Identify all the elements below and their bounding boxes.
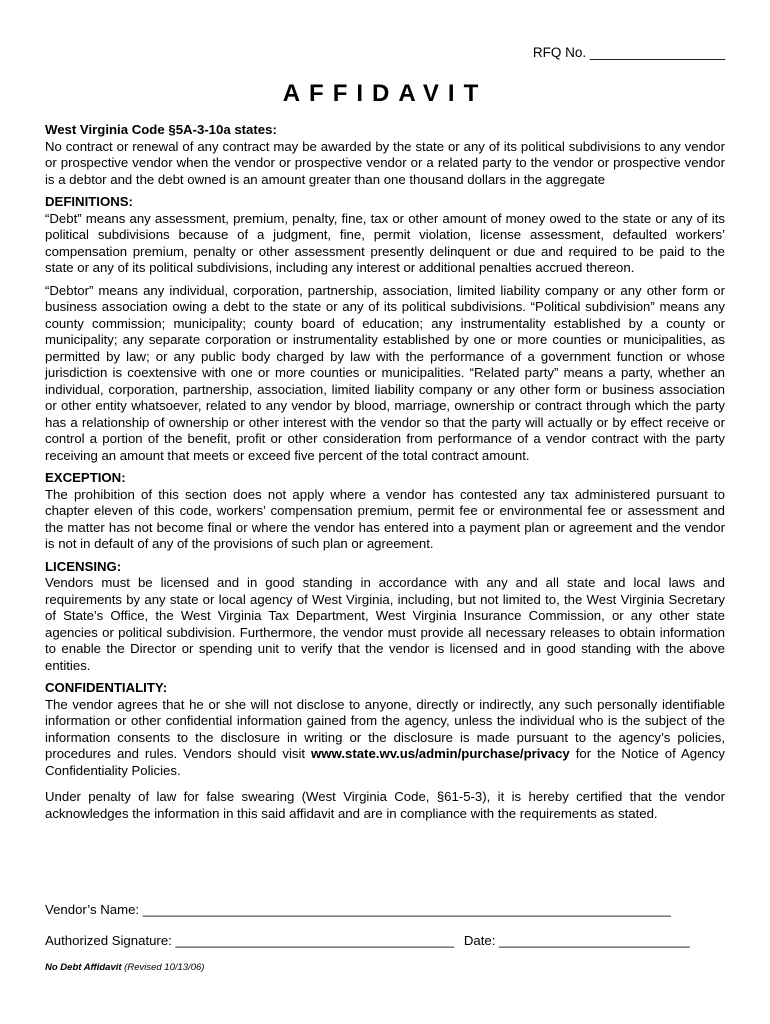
certification-text: Under penalty of law for false swearing (West Virginia Code, §61-5-3), it is hereby certified that the vendor acknowledges the information in this said affidavit and are in compliance with the requirements as stated.	[45, 789, 725, 821]
exception-section	[45, 470, 725, 553]
confidentiality-text	[45, 697, 725, 780]
form-name: No Debt Affidavit	[45, 962, 122, 973]
revision-date: (Revised 10/13/06)	[121, 962, 205, 973]
confidentiality-text-before: The vendor agrees that he or she will not disclose to anyone, directly or indirectly, any such personally identifiable information or other confidential information gained from the agency, unless the individual who is the subject of the information consents to the disclosure in writing or the disclosure is made pursuant to the agency’s policies, procedures and rules. Vendors should visit	[45, 696, 725, 761]
definitions-section	[45, 194, 725, 464]
confidentiality-heading: CONFIDENTIALITY:	[45, 680, 168, 695]
intro-section	[45, 122, 725, 188]
document-body	[45, 122, 725, 822]
exception-text: The prohibition of this section does not apply where a vendor has contested any tax administered pursuant to chapter eleven of this code, workers’ compensation premium, permit fee or environmental fee or assessment and the matter has not become final or where the vendor has entered into a payment plan or agreement and the vendor is not in default of any of the provisions of such plan or agreement.	[45, 486, 725, 551]
vendor-name-field[interactable]: Vendor’s Name: ________________________________________________________________________	[45, 902, 671, 917]
licensing-text: Vendors must be licensed and in good standing in accordance with any and all state and local laws and requirements by any state or local agency of West Virginia, including, but not limited to, the West Virginia Secretary of State’s Office, the West Virginia Tax Department, West Virginia Insurance Commission, or any other state agencies or political subdivision. Furthermore, the vendor must provide all necessary releases to obtain information to enable the Director or spending unit to verify that the vendor is licensed and in good standing with the above entities.	[45, 575, 725, 673]
licensing-section	[45, 559, 725, 675]
licensing-heading: LICENSING:	[45, 558, 122, 574]
confidentiality-text-after: for the Notice of Agency Confidentiality Policies.	[45, 746, 725, 778]
definitions-heading: DEFINITIONS:	[45, 194, 133, 209]
date-field[interactable]: Date: __________________________	[463, 933, 690, 948]
signature-row	[45, 933, 690, 949]
footer	[45, 962, 204, 973]
page-title: AFFIDAVIT	[282, 80, 488, 107]
privacy-url[interactable]: www.state.wv.us/admin/purchase/privacy	[311, 746, 570, 761]
debtor-definition: “Debtor” means any individual, corporation, partnership, association, limited liability company or any other form or business association owing a debt to the state or any of its political subdivisions. “Political subdivision” means any county commission; municipality; county board of education; any instrumentality established by a county or municipality; any separate corporation or instrumentality established by one or more counties or municipalities, as permitted by law; or any public body charged by law with the performance of a government function or whose jurisdiction is coextensive with one or more counties or municipalities. “Related party” means a party, whether an individual, corporation, partnership, association, limited liability company or any other form or business association or other entity whatsoever, related to any vendor by blood, marriage, ownership or contract through which the party has a relationship of ownership or other interest with the vendor so that the party will actually or by effect receive or control a portion of the benefit, profit or other consideration from performance of a vendor contract with the party receiving an amount that meets or exceed five percent of the total contract amount.	[45, 282, 725, 463]
exception-heading: EXCEPTION:	[45, 470, 126, 485]
rfq-number: RFQ No. __________________	[532, 45, 725, 60]
debt-definition: “Debt” means any assessment, premium, penalty, fine, tax or other amount of money owed to the state or any of its political subdivisions because of a judgment, fine, permit violation, license assessment, defaulted workers’ compensation premium, penalty or other assessment presently delinquent or due and required to be paid to the state or any of its political subdivisions, including any interest or additional penalties accrued thereon.	[45, 210, 725, 275]
intro-text: No contract or renewal of any contract may be awarded by the state or any of its political subdivisions to any vendor or prospective vendor when the vendor or prospective vendor or a related party to the vendor or prospective vendor is a debtor and the debt owned is an amount greater than one thousand dollars in the aggregate	[45, 138, 725, 187]
authorized-signature-field[interactable]: Authorized Signature: ______________________________________	[45, 933, 455, 948]
intro-heading: West Virginia Code §5A-3-10a states:	[45, 122, 277, 137]
confidentiality-section	[45, 680, 725, 779]
